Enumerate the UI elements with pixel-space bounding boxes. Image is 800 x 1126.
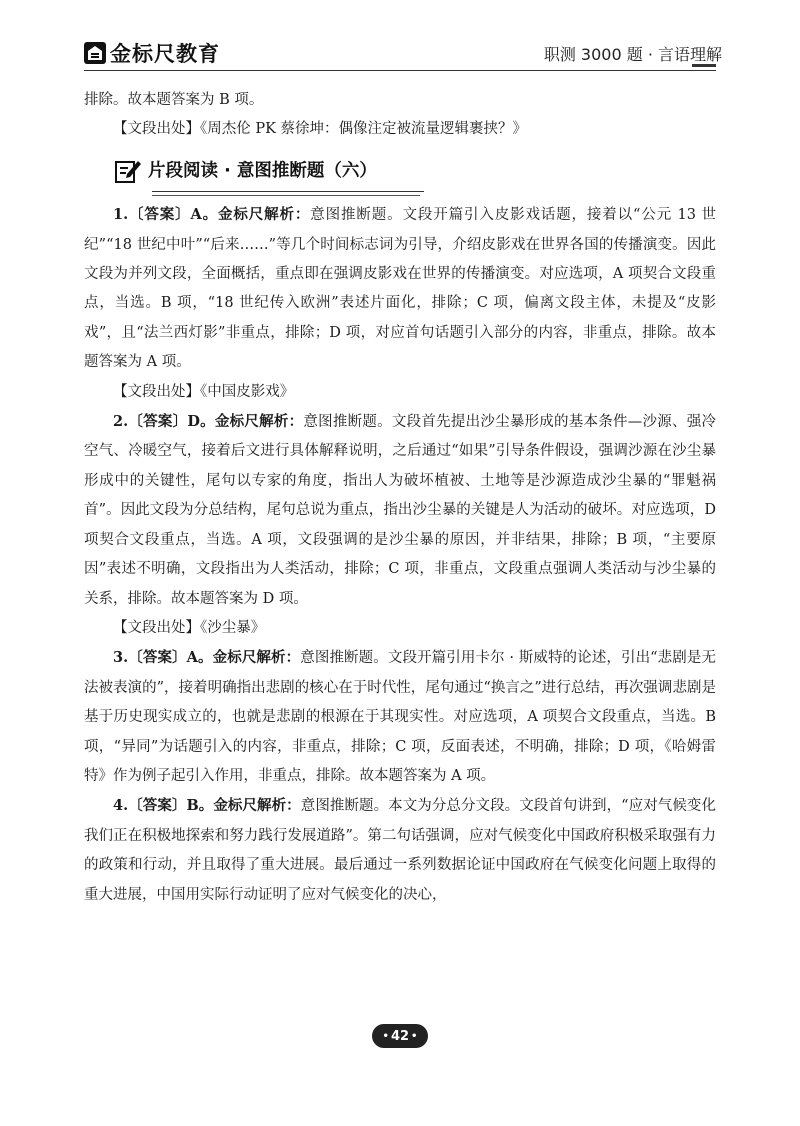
answer-body: 意图推断题。文段开篇引入皮影戏话题，接着以“公元 13 世纪”“18 世纪中叶”“后来……”等几个时间标志词为引导，介绍皮影戏在世界各国的传播演变。因此文段为并列文段，全面概括，重点即在强调皮影戏在世界的传播演变。对应选项，A 项契合文段重点，当选。B 项，“18 世纪传入欧洲”表述片面化，排除；C 项，偏离文段主体，未提及“皮影戏”，且“法兰西灯影”非重点，排除；D 项，对应首句话题引入部分的内容，非重点，排除。故本题答案为 A 项。	[84, 207, 716, 371]
brand-name: 金标尺教育	[110, 42, 220, 66]
section-title: 片段阅读 · 意图推断题（六）	[148, 160, 377, 181]
section-underline	[152, 191, 424, 192]
answer-lead: 2.〔答案〕D。金标尺解析：	[113, 413, 304, 431]
answer-lead: 3.〔答案〕A。金标尺解析：	[113, 649, 301, 667]
pencil-note-icon	[114, 158, 142, 186]
section-heading	[114, 157, 424, 186]
page-content	[84, 86, 716, 910]
answer-body: 意图推断题。本文为分总分文段。文段首句讲到，“应对气候变化我们正在积极地探索和努力践行发展道路”。第二句话强调，应对气候变化中国政府积极采取强有力的政策和行动，并且取得了重大进展。最后通过一系列数据论证中国政府在气候变化问题上取得的重大进展，中国用实际行动证明了应对气候变化的决心，	[84, 798, 716, 903]
carryover-paragraph: 排除。故本题答案为 B 项。	[84, 92, 264, 108]
page-number: 42	[390, 1028, 410, 1044]
answer-item-3	[84, 643, 716, 791]
header-divider-accent	[692, 64, 716, 67]
page-number-dot-right: •	[411, 1030, 418, 1042]
source-line: 【文段出处】《中国皮影戏》	[113, 383, 295, 400]
brand-logo-icon	[84, 42, 106, 64]
book-title: 职测 3000 题 · 言语理解	[543, 44, 722, 64]
answer-item-4	[84, 791, 716, 910]
answer-item-1	[84, 200, 716, 377]
source-line: 【文段出处】《周杰伦 PK 蔡徐坤：偶像注定被流量逻辑裹挟？》	[113, 121, 528, 138]
answer-item-2	[84, 407, 716, 614]
answer-lead: 1.〔答案〕A。金标尺解析：	[113, 206, 311, 224]
answer-body: 意图推断题。文段开篇引用卡尔 · 斯威特的论述，引出“悲剧是无法被表演的”，接着明确指出悲剧的核心在于时代性，尾句通过“换言之”进行总结，再次强调悲剧是基于历史现实成立的，也就是悲剧的根源在于其现实性。对应选项，A 项契合文段重点，当选。B 项，“异同”为话题引入的内容，非重点，排除；C 项，反面表述，不明确，排除；D 项，《哈姆雷特》作为例子起引入作用，非重点，排除。故本题答案为 A 项。	[84, 650, 716, 784]
brand-logo	[84, 38, 220, 68]
page-number-badge	[372, 1024, 428, 1048]
page-header	[84, 36, 722, 70]
answer-lead: 4.〔答案〕B。金标尺解析：	[113, 797, 301, 815]
answer-body: 意图推断题。文段首先提出沙尘暴形成的基本条件—沙源、强冷空气、冷暖空气，接着后文进行具体解释说明，之后通过“如果”引导条件假设，强调沙源在沙尘暴形成中的关键性，尾句以专家的角度，指出人为破坏植被、土地等是沙源造成沙尘暴的“罪魁祸首”。因此文段为分总结构，尾句总说为重点，指出沙尘暴的关键是人为活动的破坏。对应选项，D 项契合文段重点，当选。A 项，文段强调的是沙尘暴的原因，并非结果，排除；B 项，“主要原因”表述不明确，文段指出为人类活动，排除；C 项，非重点，文段重点强调人类活动与沙尘暴的关系，排除。故本题答案为 D 项。	[84, 414, 716, 607]
page-number-dot-left: •	[382, 1030, 389, 1042]
source-line: 【文段出处】《沙尘暴》	[113, 619, 266, 636]
header-divider	[84, 70, 716, 71]
